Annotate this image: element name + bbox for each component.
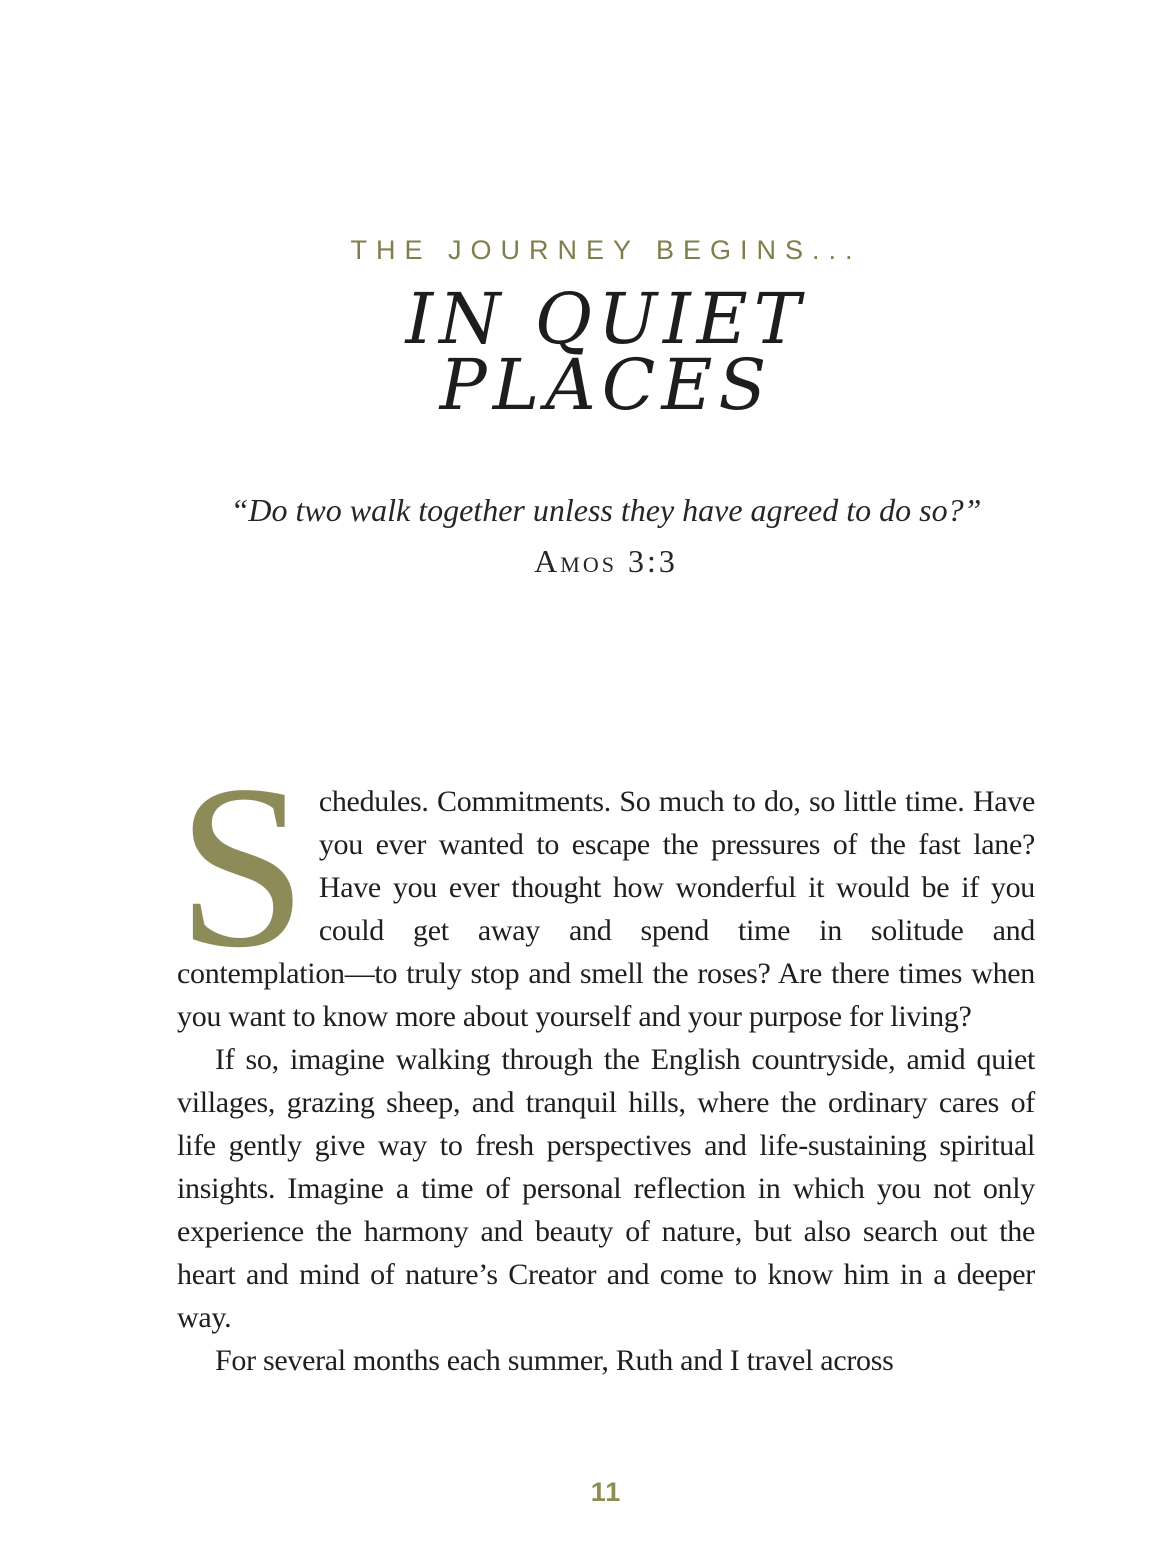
body-paragraph-3: For several months each summer, Ruth and I travel across bbox=[215, 1344, 894, 1377]
page-number: 11 bbox=[590, 1477, 622, 1507]
chapter-title bbox=[177, 278, 1035, 426]
page-content bbox=[177, 0, 1035, 1382]
drop-cap: S bbox=[177, 736, 307, 996]
chapter-title-line-2: PLACES bbox=[439, 344, 773, 426]
body-paragraph-1 bbox=[177, 736, 1035, 1038]
chapter-kicker: THE JOURNEY BEGINS... bbox=[350, 235, 862, 265]
body-paragraph-2: If so, imagine walking through the English countryside, amid quiet villages, grazing sheep, and tranquil hills, where the ordinary cares of life gently give way to fresh perspectives and life-sustaining spiritual insights. Imagine a time of personal reflection in which you not only experience the harmony and beauty of nature, but also search out the heart and mind of nature’s Creator and come to know him in a deeper way. bbox=[177, 1043, 1035, 1334]
body-text bbox=[177, 736, 1035, 1382]
chapter-title-line-1: IN QUIET bbox=[405, 278, 807, 360]
epigraph-quote: “Do two walk together unless they have agreed to do so?” bbox=[230, 492, 982, 528]
body-paragraph-1-text: chedules. Commitments. So much to do, so little time. Have you ever wanted to escape the pressures of the fast lane? Have you ever thought how wonderful it would be if you could get away and spend time in solitude and contemplation—to truly stop and smell the roses? Are there times when you want to know more about yourself and your purpose for living? bbox=[177, 785, 1035, 1033]
epigraph-reference: Amos 3:3 bbox=[534, 543, 678, 579]
